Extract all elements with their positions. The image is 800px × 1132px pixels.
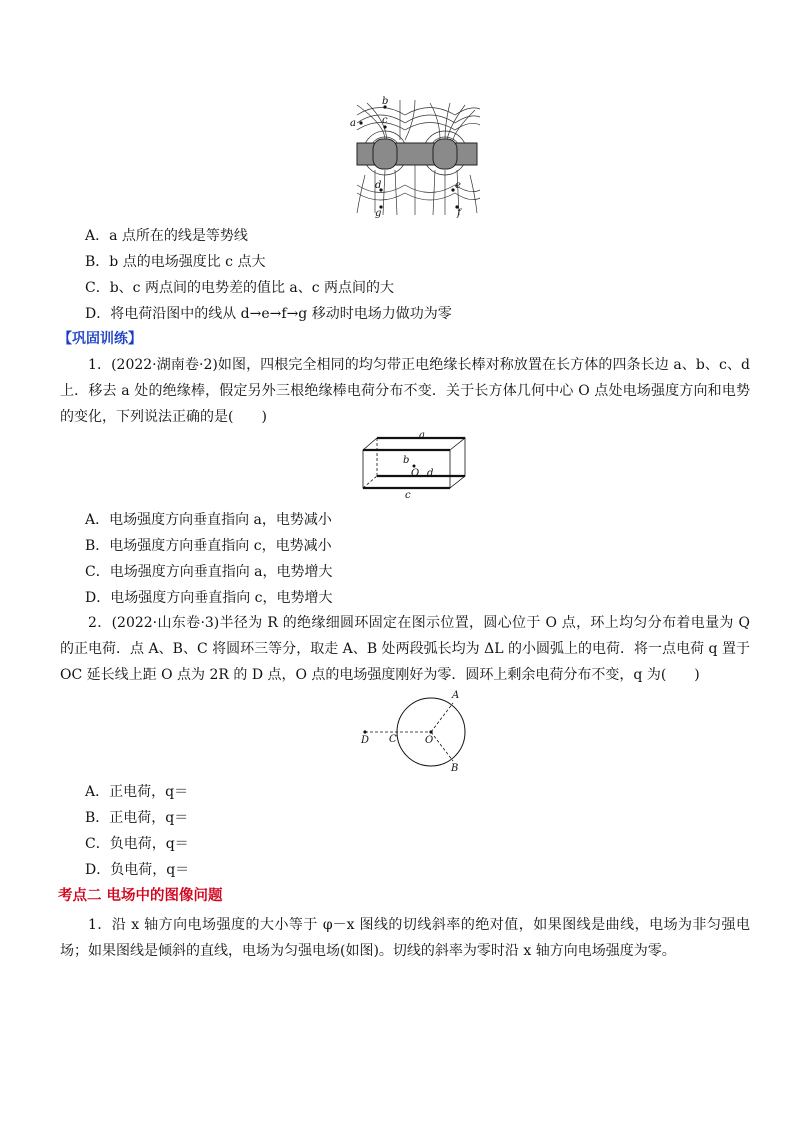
q2-option-d: D．负电荷，q＝ (85, 862, 190, 878)
label-d: d (375, 180, 382, 191)
label-f: f (457, 208, 461, 219)
label-b: b (403, 455, 410, 466)
label-a: a (419, 430, 425, 441)
q2-option-c: C．负电荷，q＝ (85, 836, 189, 852)
cuboid-figure (355, 430, 475, 500)
label-B: B (451, 763, 459, 774)
label-a: a (350, 118, 356, 129)
cuboid-diagram (355, 430, 475, 500)
label-O: O (411, 468, 420, 479)
label-C: C (389, 734, 397, 745)
label-D: D (361, 735, 370, 746)
label-e: e (455, 180, 461, 191)
q1-option-c: C．电场强度方向垂直指向 a，电势增大 (85, 564, 333, 580)
intro-option-d: D．将电荷沿图中的线从 d→e→f→g 移动时电场力做功为零 (85, 306, 452, 322)
q1-option-d: D．电场强度方向垂直指向 c，电势增大 (85, 590, 333, 606)
label-d: d (427, 468, 434, 479)
ring-figure (355, 688, 475, 774)
label-c: c (405, 490, 411, 500)
section2-point1: 1．沿 x 轴方向电场强度的大小等于 φ－x 图线的切线斜率的绝对值，如果图线是曲线，电场为非匀强电场；如果图线是倾斜的直线，电场为匀强电场(如图)。切线的斜率为零时沿 x 轴方向电场强度为零。 (60, 917, 750, 959)
label-b: b (382, 96, 389, 107)
q2-stem: 2．(2022·山东卷·3)半径为 R 的绝缘细圆环固定在图示位置，圆心位于 O 点，环上均匀分布着电量为 Q 的正电荷．点 A、B、C 将圆环三等分，取走 A、B 处两段弧长均为 ΔL 的小圆弧上的电荷．将一点电荷 q 置于 OC 延长线上距 O 点为 2R 的 D 点，O 点的电场强度刚好为零．圆环上剩余电荷分布不变，q 为( ) (60, 615, 750, 683)
q2-option-b: B．正电荷，q＝ (85, 810, 189, 826)
field-lines-figure (345, 95, 485, 220)
intro-option-b: B．b 点的电场强度比 c 点大 (85, 254, 266, 270)
intro-option-c: C．b、c 两点间的电势差的值比 a、c 两点间的大 (85, 280, 395, 296)
label-c: c (382, 115, 388, 126)
intro-option-a: A．a 点所在的线是等势线 (85, 228, 248, 244)
label-O: O (425, 735, 434, 746)
consolidate-heading: 【巩固训练】 (58, 331, 142, 347)
q1-stem: 1．(2022·湖南卷·2)如图，四根完全相同的均匀带正电绝缘长棒对称放置在长方体的四条长边 a、b、c、d 上．移去 a 处的绝缘棒，假定另外三根绝缘棒电荷分布不变．关于长方体几何中心 O 点处电场强度方向和电势的变化，下列说法正确的是( ) (60, 357, 750, 425)
field-lines-diagram (345, 95, 485, 220)
q1-option-a: A．电场强度方向垂直指向 a，电势减小 (85, 512, 332, 528)
label-g: g (375, 208, 382, 219)
q1-option-b: B．电场强度方向垂直指向 c，电势减小 (85, 538, 332, 554)
label-A: A (452, 690, 460, 701)
section2-title: 考点二 电场中的图像问题 (58, 888, 223, 904)
q2-option-a: A．正电荷，q＝ (85, 784, 189, 800)
ring-diagram (355, 688, 475, 774)
